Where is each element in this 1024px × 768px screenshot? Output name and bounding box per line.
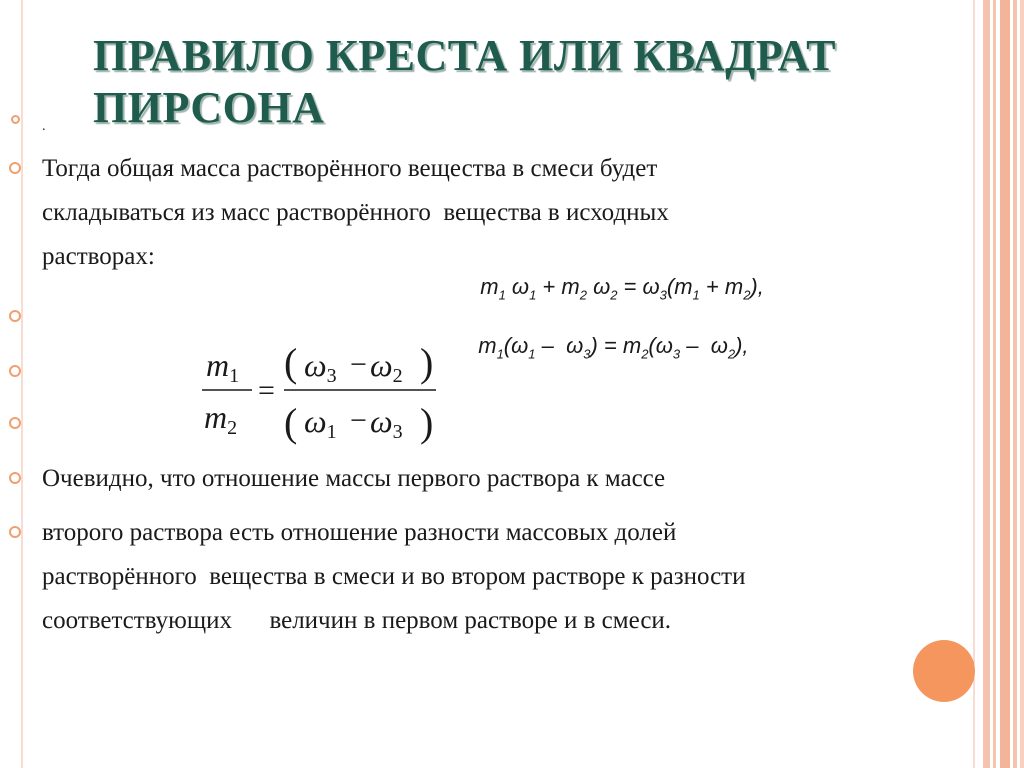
ring-bullet-icon xyxy=(9,417,21,429)
paragraph-2-line-1: Очевидно, что отношение массы первого раствора к массе xyxy=(42,465,666,492)
paragraph-2-line-4: соответствующих величин в первом растворе и в смеси. xyxy=(42,607,672,634)
ring-bullet-icon xyxy=(11,115,20,124)
numerator-w3: ω3 xyxy=(304,347,337,387)
ring-bullet-icon xyxy=(9,162,21,174)
equals-sign: = xyxy=(258,374,275,407)
numerator-m1: m1 xyxy=(206,347,240,387)
svg-text:(: ( xyxy=(284,400,298,445)
equation-rearranged: $m_1(\omega_1 - \omega_3) = m_2(\omega_3 - \omega_2)$, xyxy=(478,333,749,362)
paragraph-1-line-2: складываться из масс растворённого вещества в исходных xyxy=(42,199,669,226)
svg-text:−: − xyxy=(350,404,367,437)
numerator-w2: ω2 xyxy=(370,347,403,387)
paragraph-2-line-2: второго раствора есть отношение разности массовых долей xyxy=(42,519,677,546)
empty-bullet-dot: . xyxy=(42,119,46,134)
orange-circle-icon xyxy=(913,640,975,702)
fraction-equation xyxy=(190,332,450,452)
ring-bullet-icon xyxy=(9,472,21,484)
ring-bullet-icon xyxy=(9,365,21,377)
paragraph-1-line-1: Тогда общая масса растворённого вещества в смеси будет xyxy=(42,155,658,182)
ring-bullet-icon xyxy=(9,526,21,538)
denominator-w1: ω1 xyxy=(304,403,337,443)
slide-title xyxy=(93,30,836,134)
denominator-w3: ω3 xyxy=(370,403,403,443)
paragraph-2-line-3: растворённого вещества в смеси и во втором растворе к разности xyxy=(42,563,746,590)
denominator-m2: m2 xyxy=(204,399,238,439)
svg-text:): ) xyxy=(420,340,434,385)
svg-text:−: − xyxy=(350,348,367,381)
equation-mass-balance: $m_1$ $\omega_1 + m_2$ $\omega_2 = \omega_3(m_1 + m_2)$, xyxy=(480,274,764,303)
ring-bullet-icon xyxy=(9,310,21,322)
paragraph-1-line-3: растворах: xyxy=(42,243,155,270)
title-line-2: ПИРСОНА xyxy=(93,83,325,132)
title-line-1: ПРАВИЛО КРЕСТА ИЛИ КВАДРАТ xyxy=(93,31,836,80)
svg-text:(: ( xyxy=(284,340,298,385)
svg-text:): ) xyxy=(420,400,434,445)
